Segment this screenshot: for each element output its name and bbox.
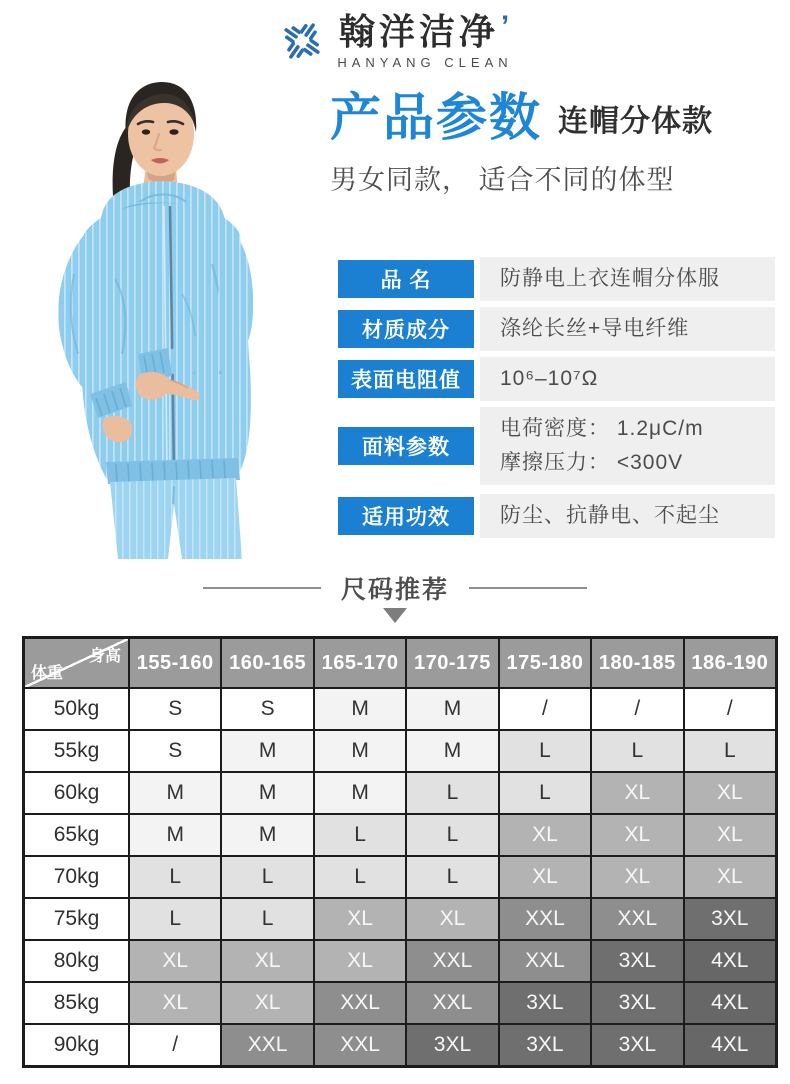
size-cell: L	[500, 773, 590, 813]
page-title-tag: 连帽分体款	[558, 105, 714, 138]
size-cell: 3XL	[592, 1025, 682, 1065]
size-cell: L	[685, 731, 775, 771]
weight-label-cell: 50kg	[25, 689, 128, 729]
size-cell: XL	[130, 941, 220, 981]
weight-label-cell: 75kg	[25, 899, 128, 939]
size-cell: L	[407, 857, 497, 897]
size-cell: L	[130, 899, 220, 939]
size-cell: XL	[222, 941, 312, 981]
size-cell: XL	[130, 983, 220, 1023]
size-table	[22, 636, 778, 1068]
height-range-header: 186-190	[685, 639, 775, 687]
spec-row-function	[338, 494, 775, 538]
size-cell: L	[500, 731, 590, 771]
spec-label-name: 品 名	[338, 260, 474, 298]
height-range-header: 170-175	[407, 639, 497, 687]
title-block	[330, 89, 714, 197]
size-cell: /	[500, 689, 590, 729]
size-cell: M	[130, 815, 220, 855]
corner-height-label: 身高	[88, 648, 121, 665]
size-cell: XXL	[407, 983, 497, 1023]
size-cell: L	[407, 773, 497, 813]
spec-row-name	[338, 257, 775, 301]
size-cell: XL	[592, 773, 682, 813]
size-cell: M	[222, 773, 312, 813]
size-cell: L	[130, 857, 220, 897]
size-cell: M	[315, 689, 405, 729]
size-cell: 3XL	[500, 983, 590, 1023]
down-triangle-icon	[383, 608, 407, 623]
brand-accent-mark: ’	[500, 10, 514, 43]
divider-line-left	[203, 587, 321, 589]
size-cell: XXL	[315, 983, 405, 1023]
spec-row-material	[338, 307, 775, 351]
weight-label-cell: 60kg	[25, 773, 128, 813]
size-cell: 3XL	[592, 983, 682, 1023]
size-cell: XL	[222, 983, 312, 1023]
size-cell: /	[685, 689, 775, 729]
size-section-header	[0, 570, 790, 606]
page-subtitle: 男女同款， 适合不同的体型	[330, 165, 675, 195]
table-corner-cell	[25, 639, 128, 687]
brand-name-cn: 翰洋洁净’	[338, 10, 514, 52]
weight-label-cell: 80kg	[25, 941, 128, 981]
size-cell: 4XL	[685, 983, 775, 1023]
size-cell: XL	[500, 815, 590, 855]
size-cell: XL	[315, 941, 405, 981]
size-cell: 3XL	[592, 941, 682, 981]
spec-value-material: 涤纶长丝+导电纤维	[480, 307, 775, 351]
spec-label-function: 适用功效	[338, 497, 474, 535]
size-cell: L	[592, 731, 682, 771]
height-range-header: 180-185	[592, 639, 682, 687]
size-section-title: 尺码推荐	[340, 576, 449, 604]
size-cell: XXL	[500, 941, 590, 981]
size-cell: XL	[500, 857, 590, 897]
weight-label-cell: 90kg	[25, 1025, 128, 1065]
brand-logo-pinwheel-icon	[277, 12, 327, 70]
size-cell: S	[130, 731, 220, 771]
size-cell: XL	[685, 773, 775, 813]
brand-text	[337, 12, 512, 70]
size-cell: M	[315, 773, 405, 813]
size-cell: 3XL	[500, 1025, 590, 1065]
spec-value-fabric: 电荷密度： 1.2μC/m 摩擦压力： <300V	[480, 407, 775, 485]
size-cell: L	[222, 857, 312, 897]
divider-line-right	[469, 587, 587, 589]
size-cell: 4XL	[685, 941, 775, 981]
size-cell: /	[130, 1025, 220, 1065]
spec-list	[338, 257, 775, 544]
size-cell: L	[222, 899, 312, 939]
spec-label-fabric: 面料参数	[338, 427, 474, 465]
size-cell: 3XL	[685, 899, 775, 939]
spec-label-resistance: 表面电阻值	[338, 360, 474, 398]
spec-label-material: 材质成分	[338, 310, 474, 348]
size-cell: M	[222, 815, 312, 855]
size-cell: XXL	[500, 899, 590, 939]
size-cell: S	[222, 689, 312, 729]
page-title: 产品参数	[330, 89, 543, 146]
weight-label-cell: 65kg	[25, 815, 128, 855]
size-cell: L	[407, 815, 497, 855]
size-cell: XXL	[222, 1025, 312, 1065]
size-cell: M	[407, 731, 497, 771]
height-range-header: 165-170	[315, 639, 405, 687]
size-cell: S	[130, 689, 220, 729]
size-cell: XXL	[407, 941, 497, 981]
brand-name-en: HANYANG CLEAN	[337, 54, 513, 70]
height-range-header: 160-165	[222, 639, 312, 687]
weight-label-cell: 85kg	[25, 983, 128, 1023]
size-cell: M	[130, 773, 220, 813]
size-cell: 3XL	[407, 1025, 497, 1065]
weight-label-cell: 70kg	[25, 857, 128, 897]
weight-label-cell: 55kg	[25, 731, 128, 771]
spec-value-function: 防尘、抗静电、不起尘	[480, 494, 775, 538]
size-cell: XL	[685, 857, 775, 897]
size-cell: M	[315, 731, 405, 771]
size-cell: L	[315, 815, 405, 855]
spec-value-resistance: 10⁶–10⁷Ω	[480, 357, 775, 401]
spec-row-fabric	[338, 407, 775, 485]
brand-header	[0, 12, 790, 70]
size-cell: XL	[592, 815, 682, 855]
model-photo	[22, 74, 327, 559]
height-range-header: 155-160	[130, 639, 220, 687]
size-cell: XL	[685, 815, 775, 855]
size-cell: M	[407, 689, 497, 729]
spec-value-name: 防静电上衣连帽分体服	[480, 257, 775, 301]
size-cell: M	[222, 731, 312, 771]
size-cell: XL	[315, 899, 405, 939]
size-cell: XXL	[592, 899, 682, 939]
size-cell: L	[315, 857, 405, 897]
size-cell: /	[592, 689, 682, 729]
size-cell: XL	[407, 899, 497, 939]
size-cell: XXL	[315, 1025, 405, 1065]
height-range-header: 175-180	[500, 639, 590, 687]
spec-row-resistance	[338, 357, 775, 401]
size-cell: 4XL	[685, 1025, 775, 1065]
size-cell: XL	[592, 857, 682, 897]
corner-weight-label: 体重	[31, 665, 64, 682]
